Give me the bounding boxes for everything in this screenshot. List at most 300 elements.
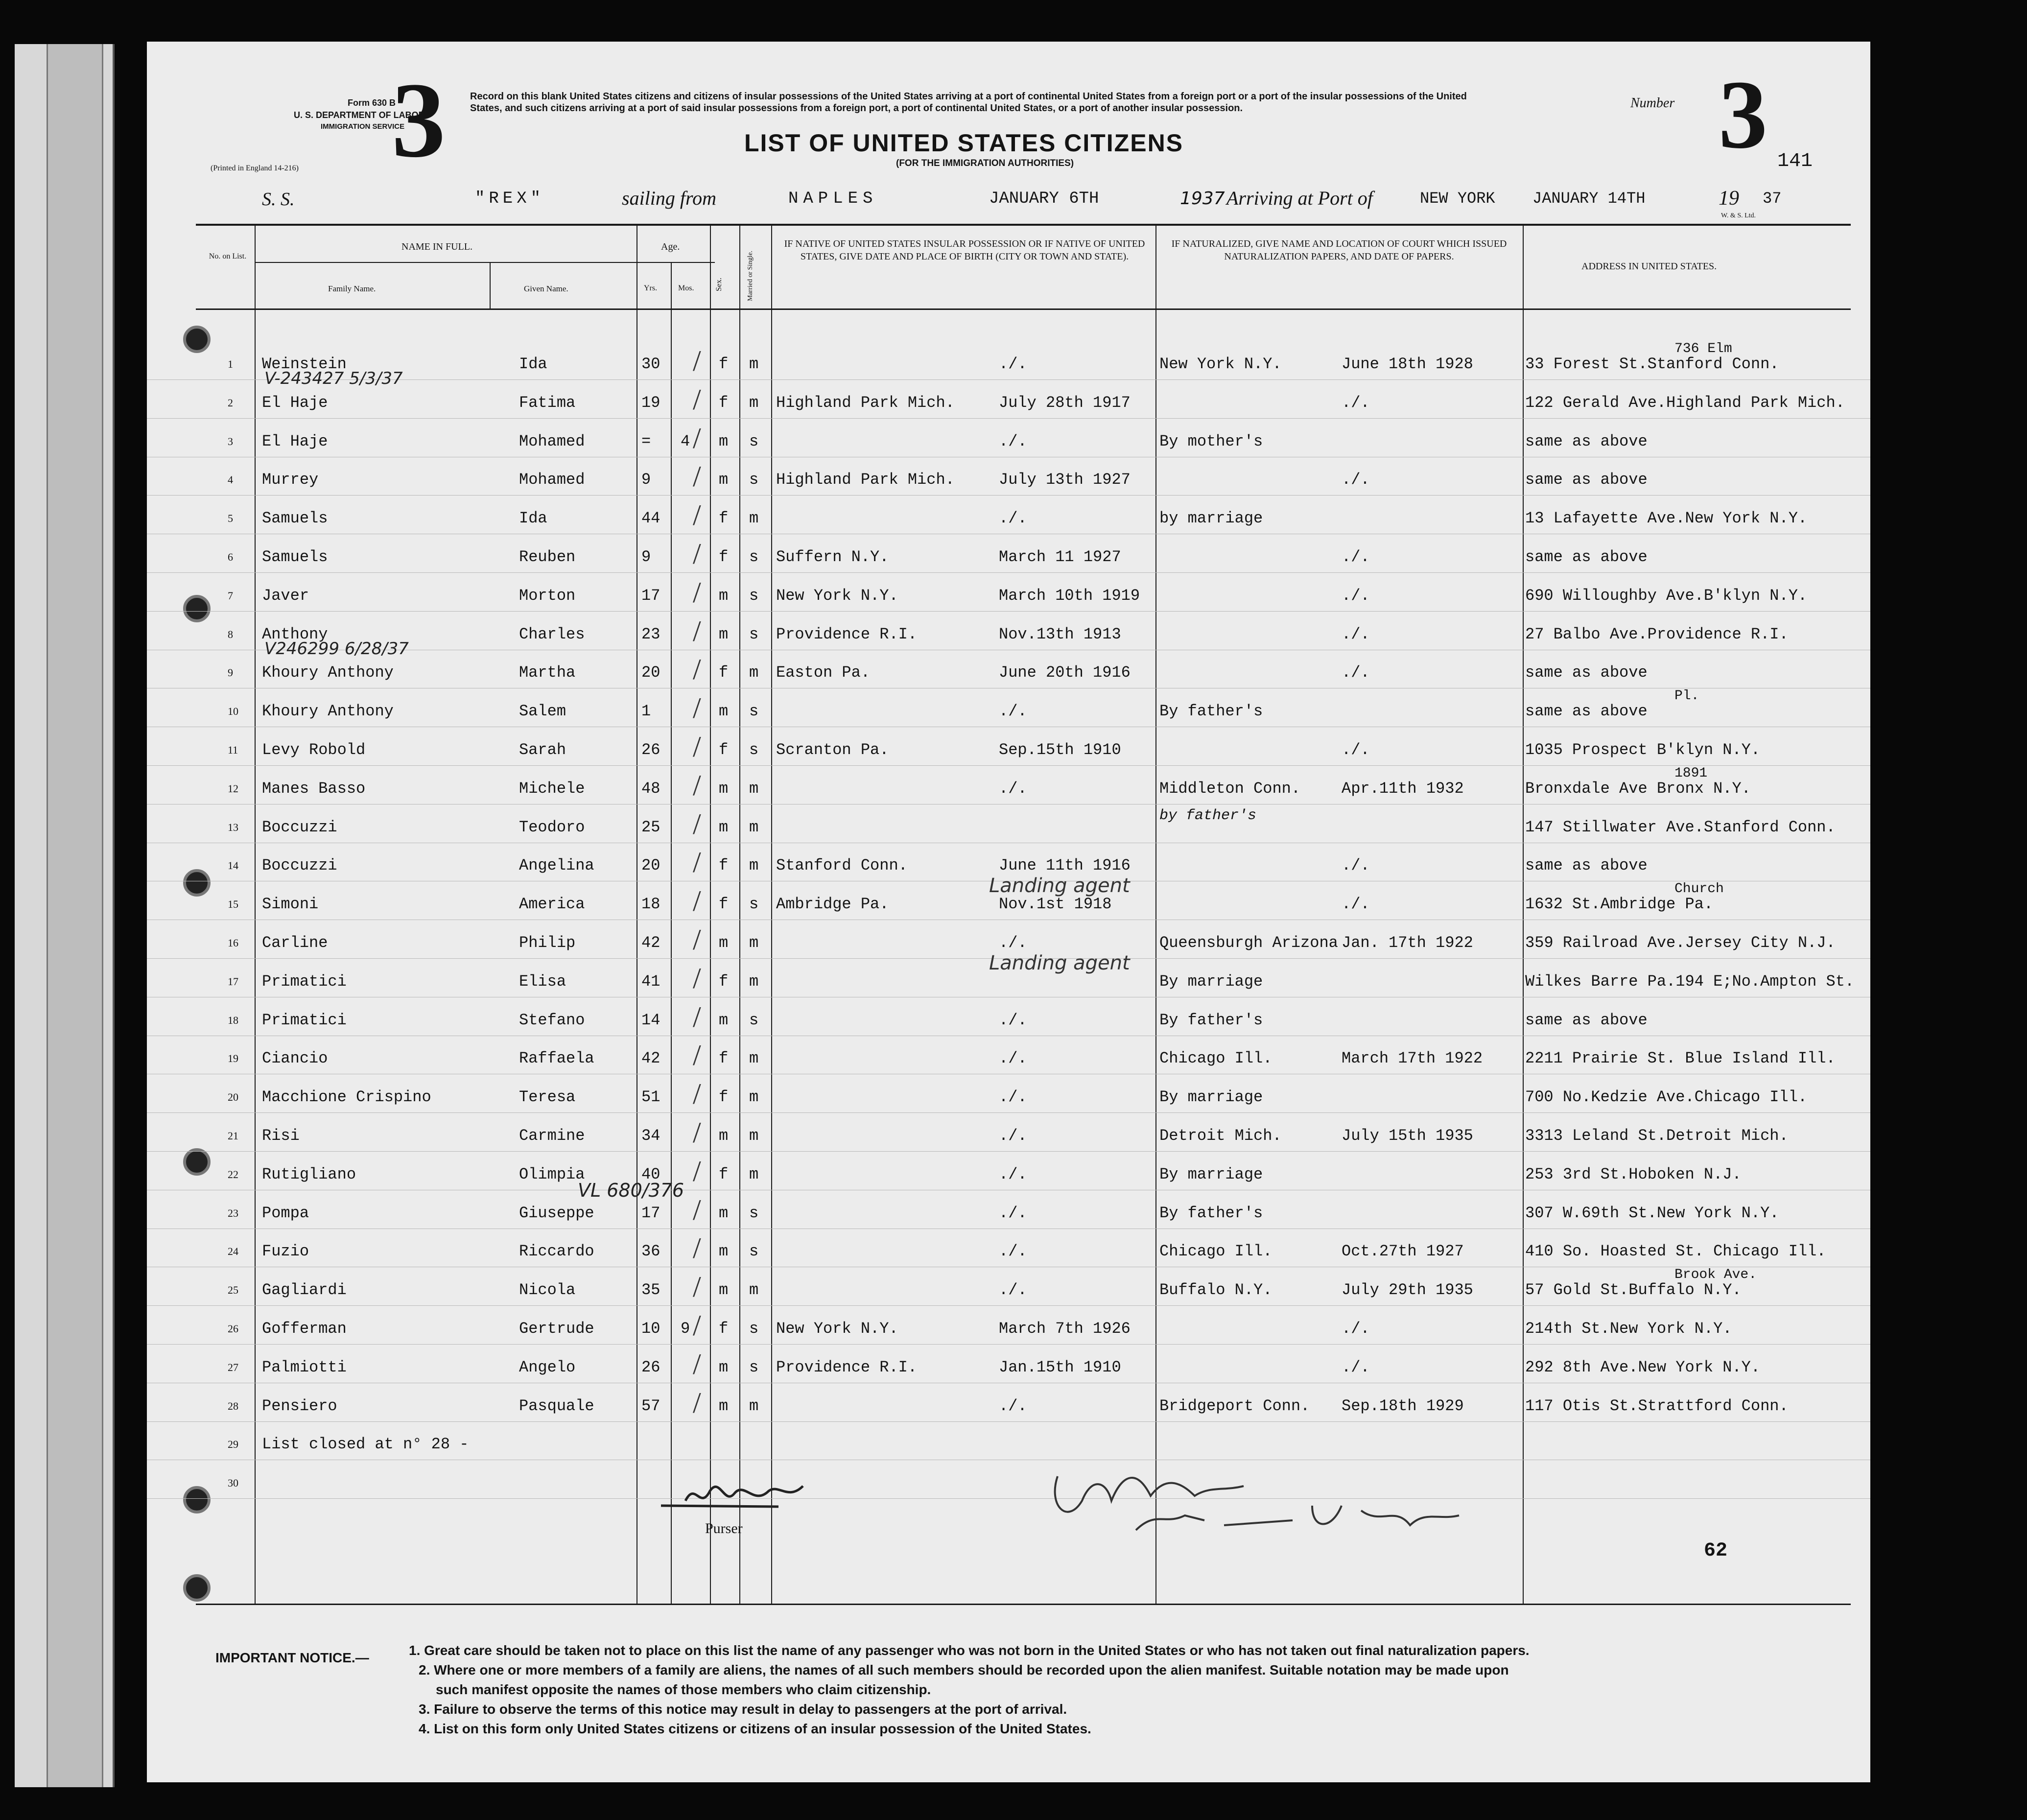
check-mark-icon: /: [693, 885, 701, 918]
row-number: 5: [228, 512, 233, 525]
age-years: 20: [641, 856, 660, 875]
sex: m: [719, 702, 729, 721]
age-years: 20: [641, 663, 660, 682]
row-number: 15: [228, 898, 238, 911]
row-number: 21: [228, 1130, 238, 1142]
family-name: Pensiero: [262, 1396, 337, 1415]
family-name: Manes Basso: [262, 779, 366, 798]
check-mark-icon: /: [693, 923, 701, 956]
notice-item-3: 3. Failure to observe the terms of this notice may result in delay to passengers at the port of arrival.: [419, 1702, 1067, 1717]
birth-date: Nov.13th 1913: [999, 625, 1121, 643]
inspector-signature: [1038, 1447, 1508, 1555]
family-name: Pompa: [262, 1204, 309, 1222]
check-mark-icon: /: [693, 422, 701, 454]
birth-place: Stanford Conn.: [776, 856, 908, 875]
naturalization-date: ./.: [1342, 663, 1370, 682]
row-number: 17: [228, 975, 238, 988]
sex: m: [719, 625, 729, 643]
age-split-rule: [636, 262, 710, 263]
form-title: LIST OF UNITED STATES CITIZENS: [744, 129, 1184, 157]
family-name: Rutigliano: [262, 1165, 356, 1183]
check-mark-icon: /: [693, 576, 701, 609]
age-years: 48: [641, 779, 660, 798]
form-number: Form 630 B: [348, 98, 396, 108]
handwritten-note: Landing agent: [989, 875, 1130, 898]
naturalization-court: by marriage: [1159, 509, 1263, 528]
check-mark-icon: /: [693, 807, 701, 840]
given-name: Michele: [519, 779, 585, 798]
given-name: Ida: [519, 355, 547, 373]
sex: m: [719, 934, 729, 952]
naturalization-court: Bridgeport Conn.: [1159, 1396, 1310, 1415]
birth-place: Scranton Pa.: [776, 741, 889, 759]
address: 410 So. Hoasted St. Chicago Ill.: [1525, 1242, 1826, 1261]
marital-status: m: [749, 972, 759, 991]
marital-status: s: [749, 471, 759, 489]
marital-status: m: [749, 1088, 759, 1107]
address: same as above: [1525, 702, 1648, 721]
family-name: Primatici: [262, 972, 347, 991]
sailing-label: sailing from: [622, 187, 716, 209]
given-name: Riccardo: [519, 1242, 594, 1261]
naturalization-court: By father's: [1159, 1011, 1263, 1029]
family-name: Anthony: [262, 625, 328, 643]
birth-date: July 28th 1917: [999, 393, 1131, 412]
naturalization-court: Queensburgh Arizona: [1159, 934, 1338, 952]
header-name: NAME IN FULL.: [401, 241, 472, 252]
sex: m: [719, 1242, 729, 1261]
big-number-left: 3: [392, 60, 446, 180]
depart-date: JANUARY 6TH: [989, 189, 1099, 208]
family-name: Levy Robold: [262, 741, 366, 759]
naturalization-date: ./.: [1342, 548, 1370, 566]
table-row: [147, 688, 1870, 730]
table-row: [147, 422, 1870, 460]
sex: m: [719, 1204, 729, 1222]
family-name: Murrey: [262, 471, 319, 489]
given-name: Teresa: [519, 1088, 576, 1107]
given-name: Giuseppe: [519, 1204, 594, 1222]
age-years: 44: [641, 509, 660, 528]
page-mark: 62: [1704, 1540, 1728, 1562]
address: 1632 St.Ambridge Pa.: [1525, 895, 1714, 914]
notice-item-1: 1. Great care should be taken not to place on this list the name of any passenger who was not born in the United States or who has not taken out final naturalization papers.: [409, 1643, 1530, 1658]
check-mark-icon: /: [693, 499, 701, 532]
given-name: Pasquale: [519, 1396, 594, 1415]
marital-status: s: [749, 1204, 759, 1222]
birth-date: ./.: [999, 1049, 1027, 1068]
table-row: [147, 460, 1870, 498]
sex: m: [719, 586, 729, 605]
marital-status: s: [749, 1242, 759, 1261]
row-number: 4: [228, 473, 233, 486]
birth-date: March 10th 1919: [999, 586, 1140, 605]
birth-place: New York N.Y.: [776, 1320, 898, 1338]
address: 253 3rd St.Hoboken N.J.: [1525, 1165, 1742, 1183]
address: 2211 Prairie St. Blue Island Ill.: [1525, 1049, 1836, 1068]
birth-date: June 20th 1916: [999, 663, 1131, 682]
age-years: 9: [641, 471, 651, 489]
naturalization-date: June 18th 1928: [1342, 355, 1473, 373]
age-years: 26: [641, 741, 660, 759]
age-years: 57: [641, 1396, 660, 1415]
table-row: [147, 537, 1870, 575]
address: 690 Willoughby Ave.B'klyn N.Y.: [1525, 586, 1808, 605]
handwritten-note: by father's: [1159, 807, 1257, 824]
sex: m: [719, 1011, 729, 1029]
sex: f: [719, 355, 729, 373]
age-years: 35: [641, 1281, 660, 1300]
naturalization-court: Buffalo N.Y.: [1159, 1281, 1273, 1300]
marital-status: m: [749, 1127, 759, 1145]
handwritten-note: V246299 6/28/37: [264, 638, 409, 659]
arrive-date: JANUARY 14TH: [1532, 189, 1646, 208]
family-name: Ciancio: [262, 1049, 328, 1068]
birth-place: Providence R.I.: [776, 1358, 918, 1376]
family-name: Gagliardi: [262, 1281, 347, 1300]
naturalization-court: New York N.Y.: [1159, 355, 1282, 373]
table-row: [147, 653, 1870, 691]
header-sex: Sex.: [715, 278, 723, 291]
check-mark-icon: /: [693, 1116, 701, 1149]
address: 1035 Prospect B'klyn N.Y.: [1525, 741, 1761, 759]
table-row: [147, 1077, 1870, 1115]
marital-status: m: [749, 1396, 759, 1415]
table-row: [147, 1267, 1870, 1308]
address: 147 Stillwater Ave.Stanford Conn.: [1525, 818, 1836, 836]
family-name: El Haje: [262, 393, 328, 412]
notice-title: IMPORTANT NOTICE.—: [215, 1650, 369, 1665]
given-name: Nicola: [519, 1281, 576, 1300]
sex: m: [719, 432, 729, 450]
family-name: Primatici: [262, 1011, 347, 1029]
age-years: 14: [641, 1011, 660, 1029]
naturalization-date: Oct.27th 1927: [1342, 1242, 1464, 1261]
sex: f: [719, 1320, 729, 1338]
age-months: 9: [681, 1320, 690, 1338]
given-name: Reuben: [519, 548, 576, 566]
row-number: 23: [228, 1206, 238, 1219]
marital-status: s: [749, 548, 759, 566]
age-years: 1: [641, 702, 651, 721]
check-mark-icon: /: [693, 345, 701, 377]
naturalization-court: Middleton Conn.: [1159, 779, 1301, 798]
given-name: Fatima: [519, 393, 576, 412]
naturalization-date: ./.: [1342, 1320, 1370, 1338]
table-row: [147, 1309, 1870, 1347]
address: 122 Gerald Ave.Highland Park Mich.: [1525, 393, 1845, 412]
row-number: 16: [228, 937, 238, 949]
table-row: [147, 498, 1870, 537]
row-number: 13: [228, 821, 238, 833]
table-row: [147, 1000, 1870, 1039]
row-number: 20: [228, 1091, 238, 1104]
sex: m: [719, 1396, 729, 1415]
birth-date: ./.: [999, 1127, 1027, 1145]
sex: m: [719, 471, 729, 489]
marital-status: m: [749, 1281, 759, 1300]
sex: f: [719, 1049, 729, 1068]
address: 700 No.Kedzie Ave.Chicago Ill.: [1525, 1088, 1808, 1107]
age-years: 17: [641, 586, 660, 605]
header-married: Married or Single.: [747, 250, 754, 301]
given-name: Olimpia: [519, 1165, 585, 1183]
birth-date: ./.: [999, 1204, 1027, 1222]
row-number: 27: [228, 1361, 238, 1373]
arrive-port: NEW YORK: [1420, 189, 1495, 208]
from-port: NAPLES: [788, 189, 878, 208]
header-given: Given Name.: [524, 284, 568, 293]
address: same as above: [1525, 548, 1648, 566]
age-years: 17: [641, 1204, 660, 1222]
row-number: 12: [228, 782, 238, 795]
sex: m: [719, 1358, 729, 1376]
table-row: [147, 1039, 1870, 1077]
address-correction: 1891: [1674, 765, 1708, 781]
sex: m: [719, 818, 729, 836]
family-name: Boccuzzi: [262, 856, 337, 875]
table-row: [147, 951, 1870, 1000]
table-row: [147, 615, 1870, 659]
given-name: Morton: [519, 586, 576, 605]
col-rule: [490, 263, 491, 309]
given-name: Sarah: [519, 741, 566, 759]
handwritten-note: VL 680/376: [578, 1179, 684, 1201]
naturalization-date: ./.: [1342, 586, 1370, 605]
naturalization-court: Detroit Mich.: [1159, 1127, 1282, 1145]
table-row: [147, 1347, 1870, 1386]
birth-date: ./.: [999, 355, 1027, 373]
marital-status: s: [749, 895, 759, 914]
address: same as above: [1525, 856, 1648, 875]
row-number: 7: [228, 589, 233, 602]
check-mark-icon: /: [693, 692, 701, 725]
naturalization-court: By father's: [1159, 702, 1263, 721]
arrive-year-suffix: 37: [1763, 189, 1782, 208]
given-name: Martha: [519, 663, 576, 682]
marital-status: m: [749, 934, 759, 952]
address: 57 Gold St.Buffalo N.Y.: [1525, 1281, 1742, 1300]
check-mark-icon: /: [693, 846, 701, 879]
address-correction: Pl.: [1674, 688, 1699, 704]
marital-status: m: [749, 1165, 759, 1183]
family-name: Khoury Anthony: [262, 663, 394, 682]
age-years: 34: [641, 1127, 660, 1145]
check-mark-icon: /: [693, 1078, 701, 1111]
age-years: 18: [641, 895, 660, 914]
sex: f: [719, 663, 729, 682]
header-no: No. on List.: [209, 252, 247, 260]
row-number: 6: [228, 551, 233, 563]
notice-item-4: 4. List on this form only United States citizens or citizens of an insular possession of the United States.: [419, 1721, 1091, 1736]
punch-hole: [183, 1574, 211, 1602]
header-naturalized: IF NATURALIZED, GIVE NAME AND LOCATION OF COURT WHICH ISSUED NATURALIZATION PAPERS, AND DATE OF PAPERS.: [1171, 238, 1507, 262]
row-number: 14: [228, 859, 238, 872]
given-name: Mohamed: [519, 432, 585, 450]
age-years: 41: [641, 972, 660, 991]
table-row: [147, 730, 1870, 768]
given-name: Ida: [519, 509, 547, 528]
age-years: 36: [641, 1242, 660, 1261]
check-mark-icon: /: [693, 962, 701, 994]
naturalization-date: ./.: [1342, 856, 1370, 875]
row-number: 8: [228, 628, 233, 640]
naturalization-date: Sep.18th 1929: [1342, 1396, 1464, 1415]
age-years: =: [641, 432, 651, 450]
check-mark-icon: /: [693, 1347, 701, 1380]
naturalization-court: By father's: [1159, 1204, 1263, 1222]
header-age: Age.: [661, 241, 680, 252]
naturalization-date: March 17th 1922: [1342, 1049, 1483, 1068]
naturalization-date: ./.: [1342, 393, 1370, 412]
header-mos: Mos.: [678, 284, 694, 292]
row-number: 25: [228, 1284, 238, 1297]
address: 27 Balbo Ave.Providence R.I.: [1525, 625, 1789, 643]
marital-status: s: [749, 702, 759, 721]
sex: f: [719, 856, 729, 875]
check-mark-icon: /: [693, 1271, 701, 1303]
birth-date: ./.: [999, 702, 1027, 721]
family-name: Gofferman: [262, 1320, 347, 1338]
notice-item-2b: such manifest opposite the names of those members who claim citizenship.: [436, 1682, 931, 1697]
family-name: Fuzio: [262, 1242, 309, 1261]
header-family: Family Name.: [328, 284, 376, 293]
age-years: 30: [641, 355, 660, 373]
header-bottom-rule: [196, 308, 1851, 310]
table-top-rule: [196, 224, 1851, 226]
check-mark-icon: /: [693, 538, 701, 570]
family-name: Samuels: [262, 548, 328, 566]
address-correction: 736 Elm: [1674, 341, 1732, 356]
table-row: [147, 1231, 1870, 1270]
age-years: 42: [641, 1049, 660, 1068]
birth-date: March 11 1927: [999, 548, 1121, 566]
age-years: 23: [641, 625, 660, 643]
table-row: [147, 383, 1870, 421]
marital-status: s: [749, 1320, 759, 1338]
printed-note: (Printed in England 14-216): [211, 164, 299, 172]
table-row: [147, 875, 1870, 922]
marital-status: s: [749, 1358, 759, 1376]
birth-place: Highland Park Mich.: [776, 393, 955, 412]
sex: f: [719, 509, 729, 528]
check-mark-icon: /: [693, 1155, 701, 1187]
age-months: 4: [681, 432, 690, 450]
table-row: [147, 765, 1870, 807]
age-years: 9: [641, 548, 651, 566]
birth-date: ./.: [999, 934, 1027, 952]
naturalization-court: By marriage: [1159, 1165, 1263, 1183]
marital-status: s: [749, 625, 759, 643]
purser-label: Purser: [705, 1520, 743, 1536]
birth-date: Nov.1st 1918: [999, 895, 1112, 914]
address: same as above: [1525, 1011, 1648, 1029]
sex: f: [719, 548, 729, 566]
family-name: Carline: [262, 934, 328, 952]
marital-status: s: [749, 741, 759, 759]
given-name: Salem: [519, 702, 566, 721]
birth-date: ./.: [999, 1242, 1027, 1261]
family-name: Weinstein: [262, 355, 347, 373]
birth-date: ./.: [999, 1396, 1027, 1415]
marital-status: m: [749, 509, 759, 528]
table-row: [147, 1155, 1870, 1193]
birth-date: July 13th 1927: [999, 471, 1131, 489]
age-years: 19: [641, 393, 660, 412]
check-mark-icon: /: [693, 1000, 701, 1033]
ship-name: "REX": [475, 189, 545, 208]
address: 359 Railroad Ave.Jersey City N.J.: [1525, 934, 1836, 952]
family-name: El Haje: [262, 432, 328, 450]
birth-date: March 7th 1926: [999, 1320, 1131, 1338]
check-mark-icon: /: [693, 1232, 701, 1265]
sex: m: [719, 1127, 729, 1145]
address: 214th St.New York N.Y.: [1525, 1320, 1732, 1338]
handwritten-note: V-243427 5/3/37: [264, 369, 403, 388]
table-row: [147, 576, 1870, 614]
row-number: 2: [228, 396, 233, 409]
check-mark-icon: /: [693, 769, 701, 802]
table-bottom-rule: [196, 1604, 1851, 1605]
row-number: 28: [228, 1399, 238, 1412]
row-number: 24: [228, 1245, 238, 1258]
header-yrs: Yrs.: [644, 284, 658, 292]
birth-date: ./.: [999, 1011, 1027, 1029]
naturalization-court: Chicago Ill.: [1159, 1242, 1273, 1261]
birth-place: Ambridge Pa.: [776, 895, 889, 914]
address: 117 Otis St.Strattford Conn.: [1525, 1396, 1789, 1415]
given-name: Charles: [519, 625, 585, 643]
given-name: Gertrude: [519, 1320, 594, 1338]
row-number: 3: [228, 435, 233, 448]
sex: f: [719, 1088, 729, 1107]
row-number: 29: [228, 1438, 238, 1451]
marital-status: m: [749, 355, 759, 373]
sex: f: [719, 972, 729, 991]
check-mark-icon: /: [693, 1309, 701, 1342]
birth-date: ./.: [999, 1165, 1027, 1183]
birth-date: ./.: [999, 1088, 1027, 1107]
given-name: Philip: [519, 934, 576, 952]
given-name: Elisa: [519, 972, 566, 991]
address: 33 Forest St.Stanford Conn.: [1525, 355, 1779, 373]
address-correction: Church: [1674, 881, 1724, 897]
birth-date: June 11th 1916: [999, 856, 1131, 875]
row-number: 26: [228, 1323, 238, 1335]
sex: f: [719, 393, 729, 412]
family-name: Risi: [262, 1127, 300, 1145]
family-name: Khoury Anthony: [262, 702, 394, 721]
age-years: 42: [641, 934, 660, 952]
address: 3313 Leland St.Detroit Mich.: [1525, 1127, 1789, 1145]
birth-date: Jan.15th 1910: [999, 1358, 1121, 1376]
age-years: 25: [641, 818, 660, 836]
check-mark-icon: /: [693, 1386, 701, 1419]
birth-place: Highland Park Mich.: [776, 471, 955, 489]
check-mark-icon: /: [693, 460, 701, 493]
sex: f: [719, 1165, 729, 1183]
given-name: Stefano: [519, 1011, 585, 1029]
naturalization-court: By mother's: [1159, 432, 1263, 450]
address: same as above: [1525, 471, 1648, 489]
address-correction: Brook Ave.: [1674, 1267, 1757, 1283]
family-name: Samuels: [262, 509, 328, 528]
age-years: 40: [641, 1165, 660, 1183]
age-years: 10: [641, 1320, 660, 1338]
naturalization-date: Apr.11th 1932: [1342, 779, 1464, 798]
birth-place: Providence R.I.: [776, 625, 918, 643]
row-number: 11: [228, 744, 238, 756]
